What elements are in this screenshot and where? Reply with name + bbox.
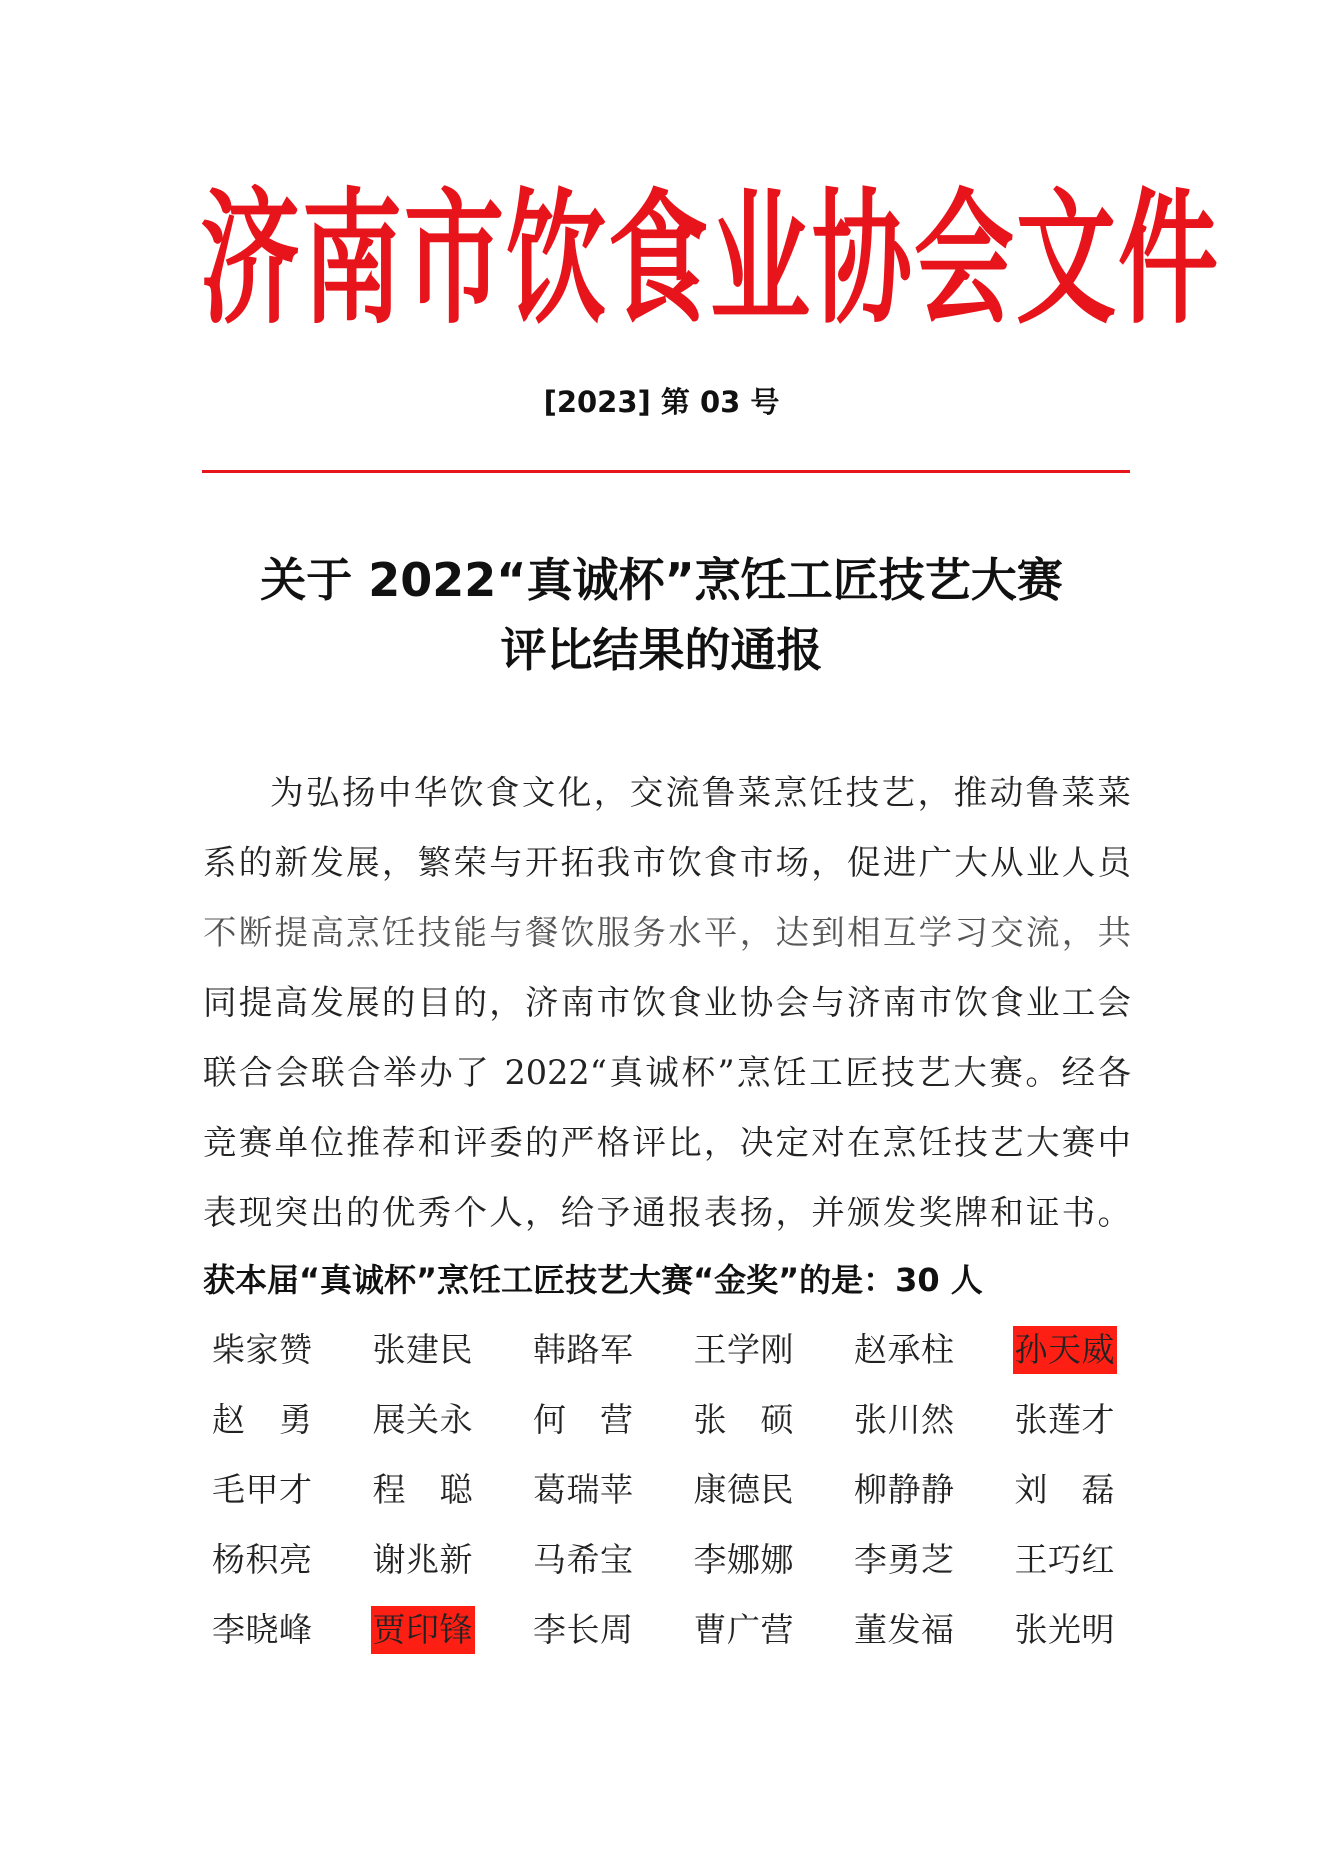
winner-cell: [524, 1525, 685, 1595]
winner-name-char: 亮: [279, 1540, 312, 1579]
winner-cell: [845, 1385, 1006, 1455]
winner-name-char: 程: [372, 1470, 406, 1509]
winner-name-char: 李: [533, 1610, 566, 1649]
winner-name: [854, 1326, 954, 1374]
winner-cell: [845, 1455, 1006, 1525]
winner-name-char: 柱: [921, 1330, 954, 1369]
winner-name-char: 聪: [439, 1470, 473, 1509]
winner-cell: [364, 1315, 525, 1385]
body-line: 竞赛单位推荐和评委的严格评比，决定对在烹饪技艺大赛中: [203, 1123, 1131, 1162]
red-divider: [202, 470, 1130, 473]
winner-name-char: 兆: [406, 1540, 439, 1579]
winner-name: [533, 1466, 633, 1514]
winner-name: [694, 1396, 794, 1444]
winner-name-char: 川: [887, 1400, 921, 1439]
winner-name-char: 巧: [1048, 1540, 1081, 1579]
winner-name: [694, 1606, 794, 1654]
winner-name-char: 柴: [212, 1330, 245, 1369]
winner-name-char: 毛: [212, 1470, 245, 1509]
winner-cell: [524, 1595, 685, 1665]
winner-cell: [845, 1525, 1006, 1595]
winner-name-char: 建: [406, 1330, 439, 1369]
winner-name-char: 康: [693, 1470, 727, 1509]
winner-name: [1015, 1466, 1115, 1514]
winner-name: [1015, 1396, 1115, 1444]
winner-name-char: 赵: [212, 1400, 245, 1439]
winner-name: [533, 1326, 633, 1374]
winner-name: [533, 1606, 633, 1654]
winner-name-highlighted: [371, 1606, 475, 1654]
winner-cell: [524, 1455, 685, 1525]
body-line: 为弘扬中华饮食文化，交流鲁菜烹饪技艺，推动鲁菜菜: [270, 773, 1131, 812]
winner-cell: [364, 1385, 525, 1455]
winner-name: [694, 1466, 794, 1514]
winner-cell: [203, 1315, 364, 1385]
winner-name-char: 磊: [1081, 1470, 1115, 1509]
winner-name-char: 张: [693, 1400, 727, 1439]
winner-name-char: 董: [854, 1610, 887, 1649]
winner-name-char: 刚: [760, 1330, 794, 1369]
winner-name-char: 展: [372, 1400, 406, 1439]
winner-name: [694, 1536, 794, 1584]
winner-name-highlighted: [1013, 1326, 1117, 1374]
winner-name-char: 张: [1014, 1400, 1048, 1439]
winner-cell: [685, 1455, 846, 1525]
winner-cell: [845, 1315, 1006, 1385]
winner-name: [212, 1536, 312, 1584]
winner-name: [694, 1326, 794, 1374]
winner-name-char: 然: [921, 1400, 954, 1439]
winner-name-char: 李: [212, 1610, 245, 1649]
winner-name-char: 何: [533, 1400, 566, 1439]
winner-name-char: 李: [693, 1540, 727, 1579]
winner-name: [854, 1536, 954, 1584]
winner-name-char: 营: [760, 1610, 794, 1649]
document-number: [2023] 第 03 号: [543, 385, 780, 419]
winner-name-char: 周: [600, 1610, 633, 1649]
winner-cell: [685, 1525, 846, 1595]
winner-name-char: 谢: [372, 1540, 406, 1579]
body-line: 同提高发展的目的，济南市饮食业协会与济南市饮食业工会: [203, 983, 1131, 1022]
body-line: 联合会联合举办了 2022“真诚杯”烹饪工匠技艺大赛。经各: [203, 1053, 1131, 1092]
winner-name-char: 勇: [887, 1540, 921, 1579]
notice-title-line-1: 关于 2022“真诚杯”烹饪工匠技艺大赛: [260, 553, 1063, 607]
winner-name-char: 曹: [693, 1610, 727, 1649]
winner-name-char: 勇: [279, 1400, 312, 1439]
body-line: 系的新发展，繁荣与开拓我市饮食市场，促进广大从业人员: [203, 843, 1131, 882]
winner-name-char: 李: [854, 1540, 887, 1579]
winner-cell: [1006, 1385, 1167, 1455]
winner-name-char: 广: [727, 1610, 760, 1649]
winner-cell: [364, 1525, 525, 1595]
org-letterhead-title: 济南市饮食业协会文件: [200, 174, 1220, 345]
winner-name-char: 才: [1081, 1400, 1115, 1439]
winner-name-char: 长: [566, 1610, 600, 1649]
winner-name-char: 张: [854, 1400, 887, 1439]
winner-name-char: 明: [1081, 1610, 1115, 1649]
winner-name-char: 孙: [1014, 1330, 1048, 1369]
winner-cell: [203, 1455, 364, 1525]
winner-name-char: 娜: [727, 1540, 760, 1579]
winner-cell: [524, 1315, 685, 1385]
winner-name-char: 张: [372, 1330, 406, 1369]
winner-name-char: 发: [887, 1610, 921, 1649]
winner-name: [533, 1396, 633, 1444]
winner-name-char: 锋: [439, 1610, 473, 1649]
winner-cell: [1006, 1315, 1167, 1385]
winner-name: [1015, 1536, 1115, 1584]
winner-name-char: 福: [921, 1610, 954, 1649]
winner-name-char: 天: [1048, 1330, 1081, 1369]
winner-name-char: 希: [566, 1540, 600, 1579]
winner-name-char: 硕: [760, 1400, 794, 1439]
winner-name: [1015, 1606, 1115, 1654]
body-line: 表现突出的优秀个人，给予通报表扬，并颁发奖牌和证书。: [203, 1193, 1131, 1232]
notice-title-line-2: 评比结果的通报: [500, 623, 823, 677]
winner-name-char: 德: [727, 1470, 760, 1509]
winner-name-char: 静: [887, 1470, 921, 1509]
winner-name-char: 军: [600, 1330, 633, 1369]
winner-cell: [1006, 1595, 1167, 1665]
winner-name-char: 营: [600, 1400, 633, 1439]
gold-award-heading: 获本届“真诚杯”烹饪工匠技艺大赛“金奖”的是：30 人: [203, 1261, 983, 1299]
winner-name-char: 关: [406, 1400, 439, 1439]
winner-name-char: 光: [1048, 1610, 1081, 1649]
winner-name: [854, 1606, 954, 1654]
winner-name-char: 民: [439, 1330, 473, 1369]
winner-cell: [203, 1525, 364, 1595]
winner-name-char: 芝: [921, 1540, 954, 1579]
winner-name-char: 才: [279, 1470, 312, 1509]
winner-cell: [685, 1385, 846, 1455]
winner-name-char: 瑞: [566, 1470, 600, 1509]
winner-name-char: 葛: [533, 1470, 566, 1509]
winner-cell: [364, 1595, 525, 1665]
winner-name-char: 贾: [372, 1610, 406, 1649]
gold-winners-grid: [203, 1315, 1133, 1665]
winner-name-char: 苹: [600, 1470, 633, 1509]
winner-name-char: 民: [760, 1470, 794, 1509]
winner-name: [212, 1466, 312, 1514]
notice-title: [0, 545, 1323, 685]
winner-name-char: 王: [693, 1330, 727, 1369]
winner-name-char: 新: [439, 1540, 473, 1579]
winner-name-char: 张: [1014, 1610, 1048, 1649]
winner-cell: [364, 1455, 525, 1525]
winner-cell: [203, 1595, 364, 1665]
winner-name-char: 刘: [1014, 1470, 1048, 1509]
winner-name-char: 永: [439, 1400, 473, 1439]
winner-cell: [685, 1315, 846, 1385]
winner-name-char: 杨: [212, 1540, 245, 1579]
winner-cell: [685, 1595, 846, 1665]
winner-name: [373, 1326, 473, 1374]
winner-name-char: 莲: [1048, 1400, 1081, 1439]
winner-name-char: 威: [1081, 1330, 1115, 1369]
winner-name-char: 家: [245, 1330, 279, 1369]
winner-cell: [524, 1385, 685, 1455]
winner-name: [533, 1536, 633, 1584]
winner-name-char: 宝: [600, 1540, 633, 1579]
winner-name: [373, 1466, 473, 1514]
winner-cell: [1006, 1455, 1167, 1525]
winner-cell: [845, 1595, 1006, 1665]
winner-cell: [1006, 1525, 1167, 1595]
winner-name-char: 静: [921, 1470, 954, 1509]
winner-name: [854, 1466, 954, 1514]
winner-name-char: 印: [406, 1610, 439, 1649]
winner-name-char: 学: [727, 1330, 760, 1369]
winner-name-char: 红: [1081, 1540, 1115, 1579]
winner-name: [373, 1536, 473, 1584]
winner-name: [212, 1396, 312, 1444]
winner-name-char: 甲: [245, 1470, 279, 1509]
winner-name-char: 赞: [279, 1330, 312, 1369]
winner-name-char: 晓: [245, 1610, 279, 1649]
winner-name: [373, 1396, 473, 1444]
winner-name-char: 柳: [854, 1470, 887, 1509]
winner-name-char: 积: [245, 1540, 279, 1579]
winner-name-char: 王: [1014, 1540, 1048, 1579]
winner-name: [854, 1396, 954, 1444]
winner-name: [212, 1606, 312, 1654]
winner-cell: [203, 1385, 364, 1455]
winner-name-char: 赵: [854, 1330, 887, 1369]
body-line: 不断提高烹饪技能与餐饮服务水平，达到相互学习交流，共: [203, 913, 1131, 952]
winner-name-char: 峰: [279, 1610, 312, 1649]
winner-name-char: 承: [887, 1330, 921, 1369]
winner-name: [212, 1326, 312, 1374]
body-paragraph: [203, 758, 1131, 1248]
winner-name-char: 路: [566, 1330, 600, 1369]
winner-name-char: 马: [533, 1540, 566, 1579]
winner-name-char: 娜: [760, 1540, 794, 1579]
winner-name-char: 韩: [533, 1330, 566, 1369]
